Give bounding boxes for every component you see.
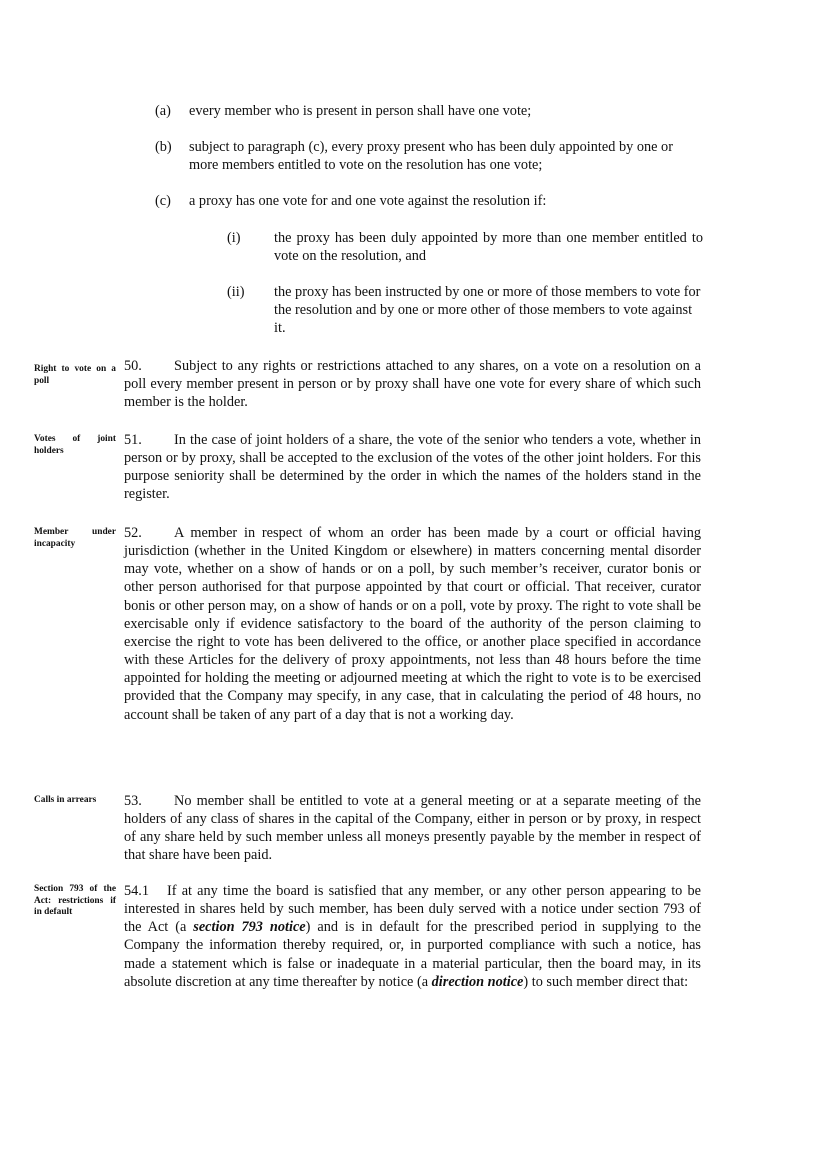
clause-text: In the case of joint holders of a share, the vote of the senior who tenders a vote, whether in person or by proxy, shall be accepted to the exclusion of the votes of the other joint holders. For this purpose seniority shall be determined by the order in which the names of the holders stand in the register.	[124, 432, 701, 503]
sub-item-c	[155, 192, 703, 210]
clause-number: 53.	[124, 793, 142, 809]
margin-note-50: Right to vote on a poll	[34, 364, 116, 386]
clause-number: 52.	[124, 525, 142, 541]
margin-note-52: Member under incapacity	[34, 527, 116, 549]
subsub-item-ii	[227, 283, 703, 337]
margin-note-54: Section 793 of the Act: restrictions if in default	[34, 884, 116, 917]
clause-50	[124, 357, 701, 411]
sub-item-a	[155, 102, 703, 120]
sub-item-b	[155, 138, 703, 174]
clause-number: 54.1	[124, 883, 150, 899]
sub-item-label: (a)	[155, 103, 171, 119]
subsub-item-label: (ii)	[227, 284, 245, 300]
margin-note-53: Calls in arrears	[34, 795, 97, 805]
clause-52	[124, 524, 701, 724]
clause-text: No member shall be entitled to vote at a general meeting or at a separate meeting of the holders of any class of shares in the capital of the Company, either in person or by proxy, in respect of any share held by such member unless all moneys presently payable by the member in respect of that share have been paid.	[124, 793, 701, 864]
clause-text-part3: ) to such member direct that:	[523, 973, 689, 990]
sub-item-label: (c)	[155, 193, 171, 209]
clause-53	[124, 792, 701, 865]
sub-item-text: a proxy has one vote for and one vote against the resolution if:	[189, 193, 547, 209]
subsub-item-text: the proxy has been duly appointed by more than one member entitled to vote on the resolution, and	[274, 230, 703, 264]
clause-51	[124, 431, 701, 504]
subsub-item-label: (i)	[227, 230, 241, 246]
clause-text: A member in respect of whom an order has been made by a court or official having jurisdiction (whether in the United Kingdom or elsewhere) in matters concerning mental disorder may vote, whether on a show of hands or on a poll, by such member’s receiver, curator bonis or other person authorised for that purpose appointed by that court or official. That receiver, curator bonis or other person may, on a show of hands or on a poll, vote by proxy. The right to vote shall be exercisable only if evidence satisfactory to the board of the authority of the person claiming to exercise the right to vote has been delivered to the office, or another place specified in accordance with these Articles for the delivery of proxy appointments, not less than 48 hours before the time appointed for holding the meeting or adjourned meeting at which the right to vote is to be exercised provided that the Company may specify, in any case, that in calculating the period of 48 hours, no account shall be taken of any part of a day that is not a working day.	[124, 525, 701, 723]
defined-term-section-793-notice: section 793 notice	[193, 919, 306, 936]
clause-text-part2: ) and is in default for the prescribed period in supplying to the Company the information thereby required, or, in purported compliance with such a notice, has made a statement which is false or inadequate in a material particular, then the board may, in its absolute discretion at any time thereafter by notice (a	[124, 919, 702, 990]
clause-number: 51.	[124, 432, 142, 448]
sub-item-text: subject to paragraph (c), every proxy present who has been duly appointed by one or more members entitled to vote on the resolution has one vote;	[189, 139, 673, 173]
sub-item-text: every member who is present in person shall have one vote;	[189, 103, 532, 119]
sub-item-label: (b)	[155, 139, 172, 155]
clause-text-part1: If at any time the board is satisfied that any member, or any other person appearing to be interested in shares held by such member, has been duly served with a notice under section 793 of the Act (a	[124, 883, 701, 936]
clause-text: Subject to any rights or restrictions attached to any shares, on a vote on a resolution on a poll every member present in person or by proxy shall have one vote for every share of which such member is the holder.	[124, 358, 701, 411]
subsub-item-i	[227, 229, 703, 265]
margin-note-51: Votes of joint holders	[34, 434, 116, 456]
clause-number: 50.	[124, 358, 142, 374]
clause-54-1	[124, 882, 701, 991]
defined-term-direction-notice: direction notice	[431, 973, 524, 990]
subsub-item-text: the proxy has been instructed by one or more of those members to vote for the resolution and by one or more other of those members to vote against it.	[274, 284, 701, 336]
